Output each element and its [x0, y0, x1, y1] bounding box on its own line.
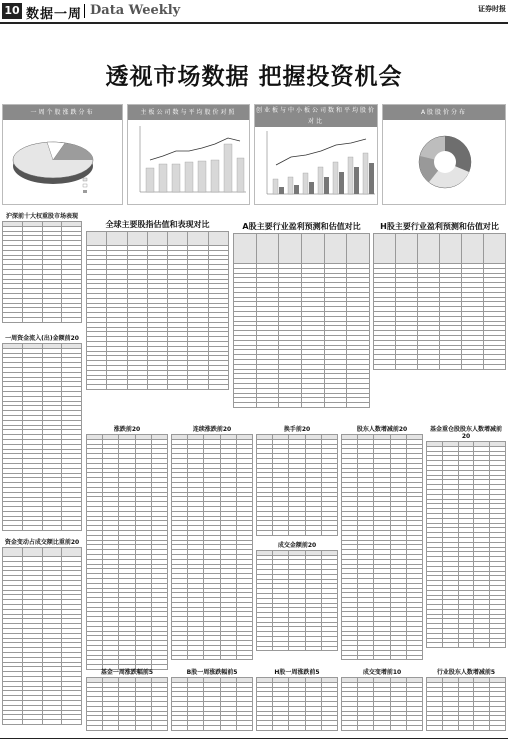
donut-hole: [434, 151, 456, 173]
table-fund-top5: [86, 667, 168, 731]
pie-chart: [3, 120, 122, 204]
data-table: [171, 677, 253, 731]
masthead: [0, 0, 508, 26]
table-h-share-top5: [256, 667, 338, 731]
donut-chart: [383, 120, 505, 204]
bars: [146, 144, 244, 192]
table-flow-ratio: [2, 537, 82, 725]
bar-line-chart: [255, 127, 377, 204]
masthead-rule: [0, 22, 508, 24]
page-number: 10: [2, 3, 22, 19]
table-title: 全球主要股指估值和表现对比: [105, 220, 210, 229]
data-table: [341, 434, 423, 660]
bar-line-chart: [128, 120, 249, 204]
legend-swatch: [83, 190, 87, 193]
data-table: [171, 434, 253, 660]
table-title: 基金重仓股股东人数增减前20: [429, 426, 502, 440]
footer-rule: [0, 738, 508, 739]
table-title: H股一周涨跌前5: [274, 669, 320, 676]
table-title: 涨跌前20: [113, 426, 141, 433]
table-a-share-industries: [233, 221, 370, 408]
section-title-en: Data Weekly: [90, 3, 181, 18]
panel-price-distribution: [382, 104, 506, 205]
table-title: B股一周涨跌幅前5: [186, 669, 238, 676]
table-shareholders: [341, 424, 423, 660]
headline: 透视市场数据 把握投资机会: [105, 64, 403, 90]
data-table: [373, 233, 506, 370]
table-title: H股主要行业盈利预测和估值对比: [380, 222, 499, 231]
table-top-weights: [2, 211, 82, 323]
data-table: [426, 677, 506, 731]
table-title: A股主要行业盈利预测和估值对比: [242, 222, 361, 231]
panel-main-board: [127, 104, 250, 205]
table-global-indices: [86, 211, 229, 390]
data-table: [86, 434, 168, 670]
table-b-share-top5: [171, 667, 253, 731]
table-title: 换手前20: [283, 426, 311, 433]
panel-title: 创业板与中小板公司数和平均股价对比: [255, 107, 376, 125]
data-table: [2, 343, 82, 531]
table-title: 一周资金流入(出)金额前20: [5, 335, 79, 342]
table-title: 股东人数增减前20: [356, 426, 408, 433]
data-table: [2, 547, 82, 725]
table-title: 资金变动占成交额比重前20: [4, 539, 80, 546]
table-industry-holders: [426, 667, 506, 731]
panel-title: A股股价分布: [383, 105, 505, 120]
panel-title: 主板公司数与平均股价对照: [128, 105, 249, 120]
data-table: [86, 231, 229, 390]
section-divider: [84, 4, 85, 18]
data-table: [256, 434, 338, 536]
table-title: 成交变增前10: [362, 669, 402, 676]
table-title: 连续涨跌前20: [192, 426, 232, 433]
table-fund-flows: [2, 333, 82, 531]
data-table-volume: [256, 550, 338, 652]
data-table: [86, 677, 168, 731]
table-fund-holders: [426, 424, 506, 648]
data-table: [256, 677, 338, 731]
table-title: 沪深前十大权重股市场表现: [5, 213, 78, 220]
legend-swatch: [83, 178, 87, 181]
panel-title: 一周个股涨跌分布: [3, 105, 122, 120]
panel-gem-sme: [254, 104, 378, 205]
table-volume-change: [341, 667, 423, 731]
table-title: 基金一周涨跌幅前5: [100, 669, 154, 676]
data-table: [2, 221, 82, 323]
data-table: [341, 677, 423, 731]
panel-stock-distribution: [2, 104, 123, 205]
table-title: 行业股东人数增减前5: [436, 669, 496, 676]
legend-swatch: [83, 184, 87, 187]
table-gainers: [86, 424, 168, 670]
table-streaks: [171, 424, 253, 660]
section-title-cn: 数据一周: [26, 7, 83, 22]
paper-name: 证券时报: [478, 5, 506, 13]
bars-gem: [279, 163, 374, 194]
table-title: 成交金额前20: [277, 541, 317, 549]
table-turnover: [256, 424, 338, 651]
data-table: [426, 441, 506, 648]
table-h-share-industries: [373, 221, 506, 370]
data-table: [233, 233, 370, 408]
